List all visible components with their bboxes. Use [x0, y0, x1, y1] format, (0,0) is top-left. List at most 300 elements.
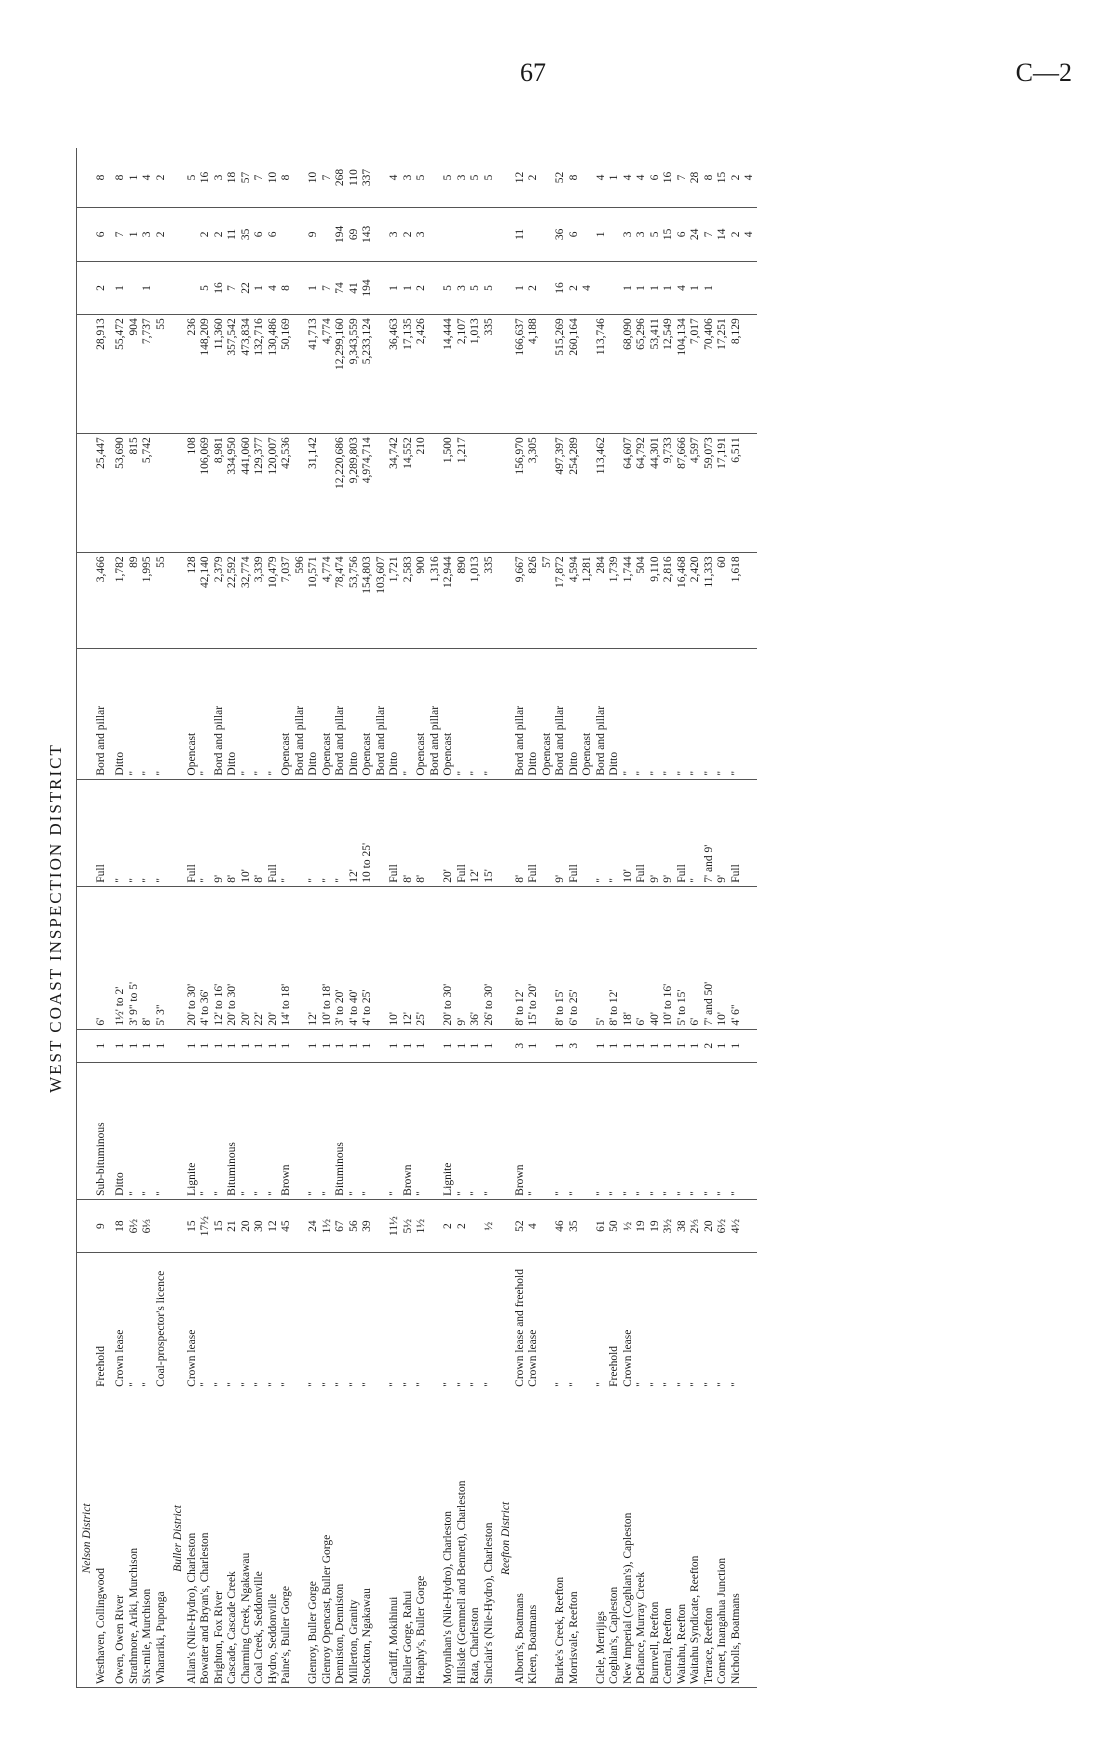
- table-cell: 1: [649, 1029, 663, 1062]
- table-cell: 24: [307, 1199, 321, 1253]
- table-cell: 1,618: [730, 553, 744, 648]
- table-cell: 6' to 25': [568, 886, 582, 1029]
- table-cell: 284: [595, 553, 609, 648]
- table-cell: [375, 886, 389, 1029]
- table-cell: 3,339: [253, 553, 267, 648]
- table-cell: 1: [527, 1029, 541, 1062]
- table-cell: 55,472: [114, 315, 128, 434]
- table-cell: 15: [716, 148, 730, 208]
- table-row: [649, 148, 663, 1688]
- table-cell: ": [675, 1382, 688, 1387]
- table-cell: 596: [294, 553, 308, 648]
- table-cell: 2: [155, 208, 169, 262]
- table-cell: 60: [716, 553, 730, 648]
- table-cell: 22,592: [226, 553, 240, 648]
- table-cell: 9,289,803: [348, 434, 362, 553]
- table-cell: 59,073: [703, 434, 717, 553]
- table-cell: 6,511: [730, 434, 744, 553]
- table-cell: 148,209: [199, 315, 213, 434]
- table-cell: 70,406: [703, 315, 717, 434]
- table-cell: 2: [213, 208, 227, 262]
- table-cell: [321, 434, 335, 553]
- table-cell: ": [554, 1062, 568, 1199]
- table-row: [334, 148, 348, 1688]
- table-cell: 5½: [402, 1199, 416, 1253]
- table-cell: [155, 1199, 169, 1253]
- table-cell: 4' to 36': [199, 886, 213, 1029]
- table-cell: [496, 1199, 514, 1253]
- table-row: [581, 148, 595, 1688]
- table-cell: 1: [649, 261, 663, 315]
- table-cell: 3½: [662, 1199, 676, 1253]
- table-cell: [469, 1199, 483, 1253]
- table-cell: 17,191: [716, 434, 730, 553]
- table-cell: 1: [415, 1029, 429, 1062]
- table-cell: 1: [635, 1029, 649, 1062]
- table-cell: Full: [635, 779, 649, 886]
- table-cell: 4: [267, 261, 281, 315]
- table-cell: Ditto: [114, 648, 128, 779]
- table-cell: 210: [415, 434, 429, 553]
- table-cell: 1: [554, 1029, 568, 1062]
- table-cell: 10: [307, 148, 321, 208]
- mine-name-cell: Alborn's, Boatmans: [514, 1390, 528, 1688]
- table-cell: Bord and pillar: [554, 648, 568, 779]
- table-cell: 21: [226, 1199, 240, 1253]
- mine-name-cell: Waitahu Syndicate, Reefton: [689, 1390, 703, 1688]
- table-cell: 826: [527, 553, 541, 648]
- table-cell: 1: [402, 261, 416, 315]
- table-cell: 1: [321, 1029, 335, 1062]
- table-cell: 10' to 16': [662, 886, 676, 1029]
- table-cell: ": [662, 648, 676, 779]
- table-cell: 11½: [388, 1199, 402, 1253]
- table-cell: ": [141, 779, 155, 886]
- table-cell: 9': [649, 779, 663, 886]
- table-cell: [294, 1062, 308, 1199]
- table-cell: 9': [716, 779, 730, 886]
- table-cell: [743, 648, 757, 779]
- table-cell: 7: [703, 208, 717, 262]
- table-cell: 194: [334, 208, 348, 262]
- table-cell: Ditto: [307, 648, 321, 779]
- table-cell: 20: [703, 1199, 717, 1253]
- table-cell: 41,713: [307, 315, 321, 434]
- table-row: [608, 148, 622, 1688]
- table-cell: 3: [635, 208, 649, 262]
- table-cell: Ditto: [348, 648, 362, 779]
- table-cell: ": [676, 1062, 690, 1199]
- table-cell: [168, 1062, 186, 1199]
- table-cell: [429, 1199, 443, 1253]
- table-cell: 6': [689, 886, 703, 1029]
- table-cell: 2⅓: [689, 1199, 703, 1253]
- table-cell: 5,233,124: [361, 315, 375, 434]
- table-cell: 14' to 18': [280, 886, 294, 1029]
- table-cell: 900: [415, 553, 429, 648]
- table-row: [483, 148, 497, 1688]
- table-cell: [77, 261, 95, 315]
- table-cell: 357,542: [226, 315, 240, 434]
- district-heading: Reefton District: [496, 1390, 514, 1688]
- table-cell: 156,970: [514, 434, 528, 553]
- table-cell: Ditto: [568, 648, 582, 779]
- table-cell: ½: [622, 1199, 636, 1253]
- table-cell: [541, 315, 555, 434]
- table-cell: 5: [649, 208, 663, 262]
- table-cell: 6: [568, 208, 582, 262]
- table-cell: 11: [226, 208, 240, 262]
- table-cell: [77, 1199, 95, 1253]
- table-cell: 17,872: [554, 553, 568, 648]
- table-cell: Opencast: [415, 648, 429, 779]
- table-cell: 4,774: [321, 553, 335, 648]
- table-cell: 16: [199, 148, 213, 208]
- table-cell: 335: [483, 553, 497, 648]
- table-cell: 3: [514, 1029, 528, 1062]
- mine-name-cell: Six-mile, Murchison: [141, 1390, 155, 1688]
- table-cell: Sub-bituminous: [95, 1062, 109, 1199]
- table-cell: ": [649, 1062, 663, 1199]
- table-cell: 12,299,160: [334, 315, 348, 434]
- table-cell: 5' 3": [155, 886, 169, 1029]
- table-cell: Full: [267, 779, 281, 886]
- table-cell: 44,301: [649, 434, 663, 553]
- table-cell: ": [702, 1382, 715, 1387]
- table-cell: [155, 261, 169, 315]
- table-cell: [527, 208, 541, 262]
- table-row: [442, 148, 456, 1688]
- mine-name-cell: Coghlan's, Capleston: [608, 1390, 622, 1688]
- table-cell: 9,733: [662, 434, 676, 553]
- table-cell: 28,913: [95, 315, 109, 434]
- table-cell: ": [280, 1382, 292, 1387]
- table-cell: [595, 261, 609, 315]
- table-cell: 11,333: [703, 553, 717, 648]
- table-cell: 2,583: [402, 553, 416, 648]
- table-cell: 7,737: [141, 315, 155, 434]
- table-cell: [429, 315, 443, 434]
- table-cell: 7: [676, 148, 690, 208]
- table-cell: [581, 1199, 595, 1253]
- table-cell: [280, 208, 294, 262]
- table-cell: Bituminous: [334, 1062, 348, 1199]
- table-cell: ": [716, 648, 730, 779]
- table-cell: Freehold: [94, 1345, 107, 1387]
- table-cell: ": [402, 648, 416, 779]
- table-cell: 3: [415, 208, 429, 262]
- table-cell: 10,571: [307, 553, 321, 648]
- table-cell: 65,296: [635, 315, 649, 434]
- table-cell: 1: [186, 1029, 200, 1062]
- table-cell: 3: [141, 208, 155, 262]
- table-cell: 1,013: [469, 553, 483, 648]
- table-cell: ": [114, 779, 128, 886]
- table-cell: ": [334, 779, 348, 886]
- table-cell: [77, 553, 95, 648]
- table-cell: 2,420: [689, 553, 703, 648]
- table-cell: 50,169: [280, 315, 294, 434]
- table-cell: [496, 1062, 514, 1199]
- mine-name-cell: Wharariki, Puponga: [155, 1390, 169, 1688]
- table-cell: Crown lease: [114, 1329, 126, 1387]
- table-cell: 12,220,686: [334, 434, 348, 553]
- table-cell: 3: [456, 261, 470, 315]
- table-cell: ": [348, 1062, 362, 1199]
- table-cell: Freehold: [608, 1345, 620, 1387]
- table-cell: 9,343,559: [348, 315, 362, 434]
- table-cell: [77, 886, 95, 1029]
- table-cell: 2: [155, 148, 169, 208]
- table-cell: [429, 434, 443, 553]
- table-cell: ": [662, 1062, 676, 1199]
- table-row: [676, 148, 690, 1688]
- table-cell: Lignite: [186, 1062, 200, 1199]
- table-cell: 5,742: [141, 434, 155, 553]
- table-cell: ": [635, 1062, 649, 1199]
- table-cell: 4: [743, 208, 757, 262]
- table-row: [280, 148, 294, 1688]
- table-cell: ": [469, 648, 483, 779]
- table-cell: ": [729, 1382, 742, 1387]
- table-cell: ": [212, 1382, 225, 1387]
- table-cell: ": [456, 1062, 470, 1199]
- table-cell: [483, 434, 497, 553]
- table-cell: ": [388, 1382, 400, 1387]
- table-cell: ": [199, 1382, 211, 1387]
- table-cell: 2: [703, 1029, 717, 1062]
- table-cell: Full: [95, 779, 109, 886]
- district-heading: Buller District: [168, 1390, 186, 1688]
- table-cell: 1: [307, 1029, 321, 1062]
- mine-name-cell: [541, 1390, 555, 1688]
- table-cell: 1,782: [114, 553, 128, 648]
- table-cell: [168, 434, 186, 553]
- table-cell: [541, 1062, 555, 1199]
- table-cell: [608, 208, 622, 262]
- table-row: [253, 148, 267, 1688]
- mine-name-cell: Hydro, Seddonville: [267, 1390, 281, 1688]
- table-cell: [469, 434, 483, 553]
- table-cell: 120,007: [267, 434, 281, 553]
- table-cell: 1: [442, 1029, 456, 1062]
- table-cell: 1,744: [622, 553, 636, 648]
- table-row: [307, 148, 321, 1688]
- table-cell: 42,140: [199, 553, 213, 648]
- table-cell: ": [267, 1062, 281, 1199]
- table-cell: ": [594, 1382, 607, 1387]
- table-cell: 64,792: [635, 434, 649, 553]
- table-cell: 129,377: [253, 434, 267, 553]
- table-cell: 113,462: [595, 434, 609, 553]
- table-cell: 4: [581, 261, 595, 315]
- table-cell: 14,444: [442, 315, 456, 434]
- table-cell: 61: [595, 1199, 609, 1253]
- table-cell: ": [483, 648, 497, 779]
- table-cell: [541, 208, 555, 262]
- table-cell: 441,060: [240, 434, 254, 553]
- table-cell: [581, 886, 595, 1029]
- table-cell: [77, 434, 95, 553]
- table-cell: 74: [334, 261, 348, 315]
- table-cell: 1: [622, 1029, 636, 1062]
- table-cell: 4,188: [527, 315, 541, 434]
- table-cell: [429, 1253, 443, 1390]
- table-cell: ": [155, 779, 169, 886]
- table-cell: ": [320, 1382, 333, 1387]
- mine-name-cell: Nicholls, Boatmans: [730, 1390, 744, 1688]
- table-cell: 36': [469, 886, 483, 1029]
- table-cell: [294, 261, 308, 315]
- mine-name-cell: Buller Gorge, Rahui: [402, 1390, 416, 1688]
- table-cell: 8': [141, 886, 155, 1029]
- table-cell: ": [307, 779, 321, 886]
- table-cell: 8: [703, 148, 717, 208]
- table-cell: [168, 553, 186, 648]
- table-cell: 8': [514, 779, 528, 886]
- table-cell: 1: [199, 1029, 213, 1062]
- table-cell: [294, 1029, 308, 1062]
- mine-name-cell: New Imperial (Coghlan's), Capleston: [622, 1390, 636, 1688]
- table-cell: 7: [321, 261, 335, 315]
- mine-name-cell: Hillside (Gemmell and Bennett), Charleston: [456, 1390, 470, 1688]
- table-cell: 8': [402, 779, 416, 886]
- table-cell: ": [648, 1382, 661, 1387]
- table-cell: ": [703, 648, 717, 779]
- table-cell: 4,974,714: [361, 434, 375, 553]
- table-cell: 12: [267, 1199, 281, 1253]
- table-cell: [375, 434, 389, 553]
- table-cell: Bord and pillar: [514, 648, 528, 779]
- table-cell: Bord and pillar: [595, 648, 609, 779]
- table-cell: ": [361, 1382, 373, 1387]
- district-heading-row: [168, 148, 186, 1688]
- table-cell: [168, 148, 186, 208]
- table-cell: 12': [402, 886, 416, 1029]
- table-cell: 7: [226, 261, 240, 315]
- table-cell: [429, 886, 443, 1029]
- table-cell: [168, 648, 186, 779]
- table-cell: ": [483, 1062, 497, 1199]
- table-cell: 2: [730, 148, 744, 208]
- table-cell: 4: [622, 148, 636, 208]
- table-cell: ": [141, 1382, 153, 1387]
- table-cell: 20' to 30': [226, 886, 240, 1029]
- table-cell: [321, 208, 335, 262]
- table-cell: [375, 261, 389, 315]
- table-cell: Opencast: [361, 648, 375, 779]
- table-cell: [77, 779, 95, 886]
- mine-name-cell: Waitahu, Reefton: [676, 1390, 690, 1688]
- table-cell: 22: [240, 261, 254, 315]
- table-cell: ": [253, 648, 267, 779]
- table-cell: 904: [128, 315, 142, 434]
- table-cell: 10': [622, 779, 636, 886]
- table-cell: 17,251: [716, 315, 730, 434]
- table-cell: 8: [114, 148, 128, 208]
- table-row: [155, 148, 169, 1688]
- table-cell: 1: [595, 1029, 609, 1062]
- table-cell: [429, 148, 443, 208]
- table-row: [527, 148, 541, 1688]
- table-cell: 3: [388, 208, 402, 262]
- table-cell: ": [155, 648, 169, 779]
- table-cell: Crown lease and freehold: [513, 1269, 526, 1387]
- table-cell: 40': [649, 886, 663, 1029]
- table-cell: 10 to 25': [361, 779, 375, 886]
- table-cell: ": [689, 1062, 703, 1199]
- table-cell: [168, 1199, 186, 1253]
- table-cell: 1: [703, 261, 717, 315]
- table-row: [415, 148, 429, 1688]
- table-row: [402, 148, 416, 1688]
- table-cell: [294, 886, 308, 1029]
- table-cell: 5' to 15': [676, 886, 690, 1029]
- table-cell: 1,500: [442, 434, 456, 553]
- table-cell: 8: [280, 148, 294, 208]
- table-cell: ": [199, 779, 213, 886]
- table-cell: ": [703, 1062, 717, 1199]
- table-cell: 28: [689, 148, 703, 208]
- table-cell: [186, 208, 200, 262]
- table-cell: [429, 261, 443, 315]
- mine-name-cell: Cardiff, Mokihinui: [388, 1390, 402, 1688]
- table-cell: 194: [361, 261, 375, 315]
- table-cell: ": [689, 779, 703, 886]
- table-cell: 35: [240, 208, 254, 262]
- table-row: [361, 148, 375, 1688]
- table-cell: ": [608, 779, 622, 886]
- mine-name-cell: Morrisvale, Reefton: [568, 1390, 582, 1688]
- table-cell: Ditto: [114, 1062, 128, 1199]
- mine-name-cell: Defiance, Murray Creek: [635, 1390, 649, 1688]
- table-cell: 8' to 12': [514, 886, 528, 1029]
- table-cell: 4½: [730, 1199, 744, 1253]
- table-cell: [429, 1029, 443, 1062]
- table-cell: ": [689, 648, 703, 779]
- table-row: [294, 148, 308, 1688]
- table-cell: ": [199, 1062, 213, 1199]
- table-cell: 15: [213, 1199, 227, 1253]
- table-cell: ": [321, 779, 335, 886]
- table-cell: 15: [662, 208, 676, 262]
- table-cell: ": [730, 648, 744, 779]
- table-cell: [168, 779, 186, 886]
- series-code: C—2: [1015, 58, 1072, 87]
- table-cell: ": [595, 779, 609, 886]
- table-cell: ": [226, 1382, 238, 1387]
- table-cell: 12': [348, 779, 362, 886]
- table-cell: [128, 261, 142, 315]
- table-cell: 9': [662, 779, 676, 886]
- table-cell: 1,995: [141, 553, 155, 648]
- table-cell: 2: [730, 208, 744, 262]
- table-cell: 16: [662, 148, 676, 208]
- table-cell: [168, 315, 186, 434]
- table-cell: 1: [267, 1029, 281, 1062]
- table-cell: 3: [213, 148, 227, 208]
- table-cell: 1: [155, 1029, 169, 1062]
- table-cell: ": [662, 1382, 674, 1387]
- table-cell: 1: [469, 1029, 483, 1062]
- table-cell: [294, 779, 308, 886]
- table-cell: [730, 261, 744, 315]
- table-cell: 4' to 25': [361, 886, 375, 1029]
- table-cell: 128: [186, 553, 200, 648]
- table-cell: ": [321, 1062, 335, 1199]
- table-cell: [541, 886, 555, 1029]
- table-cell: [496, 886, 514, 1029]
